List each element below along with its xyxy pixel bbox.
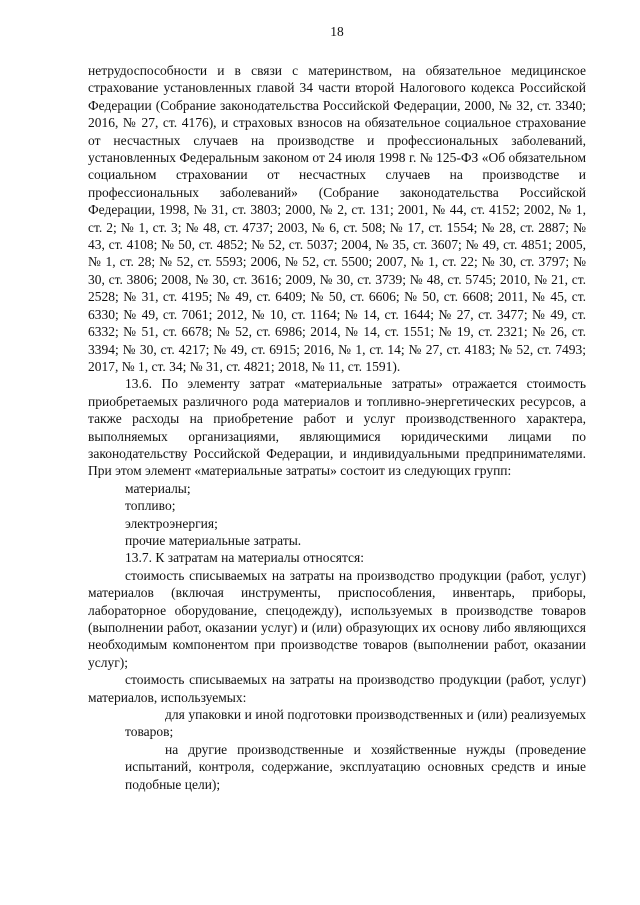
paragraph-contribution-sources: нетрудоспособности и в связи с материнством, на обязательное медицинское страхование установленных главой 34 части второй Налогового кодекса Российской Федерации (Собрание законодательства Российской Федерации, 2000, № 32, ст. 3340; 2016, № 27, ст. 4176), и страховых взносов на обязательное социальное страхование от несчастных случаев на производстве и профессиональных заболеваний, установленных Федеральным законом от 24 июля 1998 г. № 125-ФЗ «Об обязательном социальном страховании от несчастных случаев на производстве и профессиональных заболеваний» (Собрание законодательства Российской Федерации, 1998, № 31, ст. 3803; 2000, № 2, ст. 131; 2001, № 44, ст. 4152; 2002, № 1, ст. 2; № 1, ст. 3; № 48, ст. 4737; 2003, № 6, ст. 508; № 17, ст. 1554; № 28, ст. 2887; № 43, ст. 4108; № 50, ст. 4852; № 52, ст. 5037; 2004, № 35, ст. 3607; № 49, ст. 4851; 2005, № 1, ст. 28; № 52, ст. 5593; 2006, № 52, ст. 5500; 2007, № 1, ст. 22; № 30, ст. 3797; № 30, ст. 3806; 2008, № 30, ст. 3616; 2009, № 30, ст. 3739; № 48, ст. 5745; 2010, № 21, ст. 2528; № 31, ст. 4195; № 49, ст. 6409; № 50, ст. 6606; № 50, ст. 6608; 2011, № 45, ст. 6330; № 49, ст. 7061; 2012, № 10, ст. 1164; № 14, ст. 1644; № 27, ст. 3477; № 49, ст. 6332; № 51, ст. 6678; № 52, ст. 6986; 2014, № 14, ст. 1551; № 19, ст. 2321; № 26, ст. 3394; № 30, ст. 4217; № 49, ст. 6915; 2016, № 1, ст. 14; № 27, ст. 4183; № 52, ст. 7493; 2017, № 1, ст. 34; № 31, ст. 4821; 2018, № 11, ст. 1591). [88,63,586,374]
sub-item-packaging: для упаковки и иной подготовки производственных и (или) реализуемых товаров; [125,707,586,740]
list-item-fuel: топливо; [125,498,176,514]
sub-item-other-needs: на другие производственные и хозяйственные нужды (проведение испытаний, контроля, содержание, эксплуатацию основных средств и иные подобные цели); [125,741,586,792]
paragraph-13-6: 13.6. По элементу затрат «материальные затраты» отражается стоимость приобретаемых различного рода материалов и топливно-энергетических ресурсов, а также расходы на приобретение работ и услуг производственного характера, выполняемых организациями, являющимися юридическими лицами по законодательству Российской Федерации, и индивидуальными предпринимателями. При этом элемент «материальные затраты» состоит из следующих групп: [88,376,586,479]
document-page [88,22,586,793]
document-body [88,62,586,793]
list-item-materials: материалы; [125,480,191,496]
page-number: 18 [330,24,344,39]
paragraph-materials-used: стоимость списываемых на затраты на производство продукции (работ, услуг) материалов, используемых: [88,672,586,705]
paragraph-13-7: 13.7. К затратам на материалы относятся: [125,550,365,566]
list-item-other-costs: прочие материальные затраты. [125,532,302,548]
list-item-electricity: электроэнергия; [125,515,218,531]
paragraph-materials-cost: стоимость списываемых на затраты на производство продукции (работ, услуг) материалов (включая инструменты, приспособления, инвентарь, приборы, лабораторное оборудование, спецодежду), используемых в производстве товаров (выполнении работ, оказании услуг) и (или) образующих их основу либо являющихся необходимым компонентом при производстве товаров (выполнении работ, оказании услуг); [88,567,586,670]
